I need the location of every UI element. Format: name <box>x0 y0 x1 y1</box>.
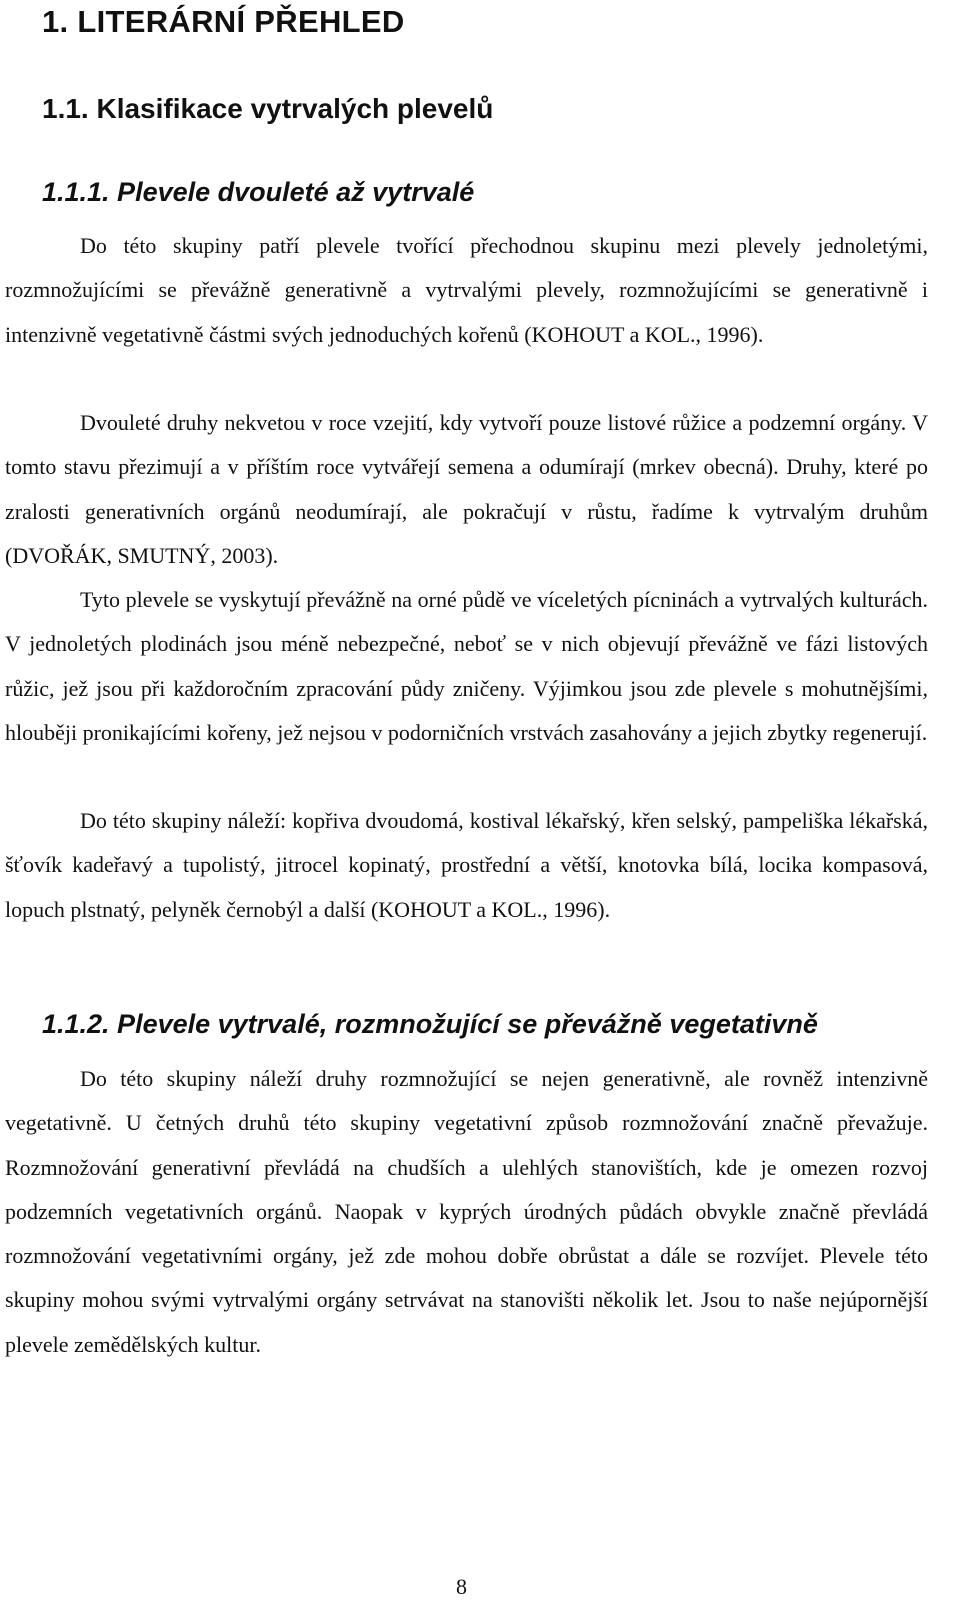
chapter-heading: 1. LITERÁRNÍ PŘEHLED <box>42 4 405 39</box>
page-number: 8 <box>456 1574 467 1599</box>
subsection-heading: 1.1.1. Plevele dvouleté až vytrvalé <box>42 177 475 207</box>
paragraph: Do této skupiny patří plevele tvořící přechodnou skupinu mezi plevely jednoletými, rozmnožujícími se převážně generativně a vytrvalými plevely, rozmnožujícími se generativně i intenzivně vegetativně částmi svých jednoduchých kořenů (KOHOUT a KOL., 1996). <box>5 233 928 347</box>
section-heading: 1.1. Klasifikace vytrvalých plevelů <box>42 93 494 124</box>
paragraph: Do této skupiny náleží: kopřiva dvoudomá, kostival lékařský, křen selský, pampeliška lékařská, šťovík kadeřavý a tupolistý, jitrocel kopinatý, prostřední a větší, knotovka bílá, locika kompasová, lopuch plstnatý, pelyněk černobýl a další (KOHOUT a KOL., 1996). <box>5 808 928 922</box>
paragraph: Dvouleté druhy nekvetou v roce vzejití, kdy vytvoří pouze listové růžice a podzemní orgány. V tomto stavu přezimují a v příštím roce vytvářejí semena a odumírají (mrkev obecná). Druhy, které po zralosti generativních orgánů neodumírají, ale pokračují v růstu, řadíme k vytrvalým druhům (DVOŘÁK, SMUTNÝ, 2003). <box>5 410 928 568</box>
paragraph: Do této skupiny náleží druhy rozmnožující se nejen generativně, ale rovněž intenzivně vegetativně. U četných druhů této skupiny vegetativní způsob rozmnožování značně převažuje. Rozmnožování generativní převládá na chudších a ulehlých stanovištích, kde je omezen rozvoj podzemních vegetativních orgánů. Naopak v kyprých úrodných půdách obvykle značně převládá rozmnožování vegetativními orgány, jež zde mohou dobře obrůstat a dále se rozvíjet. Plevele této skupiny mohou svými vytrvalými orgány setrvávat na stanovišti několik let. Jsou to naše nejúpornější plevele zemědělských kultur. <box>5 1066 928 1357</box>
subsection-heading: 1.1.2. Plevele vytrvalé, rozmnožující se převážně vegetativně <box>42 1009 818 1039</box>
paragraph: Tyto plevele se vyskytují převážně na orné půdě ve víceletých pícninách a vytrvalých kulturách. V jednoletých plodinách jsou méně nebezpečné, neboť se v nich objevují převážně ve fázi listových růžic, jež jsou při každoročním zpracování půdy zničeny. Výjimkou jsou zde plevele s mohutnějšími, hlouběji pronikajícími kořeny, jež nejsou v podorničních vrstvách zasahovány a jejich zbytky regenerují. <box>5 587 928 745</box>
